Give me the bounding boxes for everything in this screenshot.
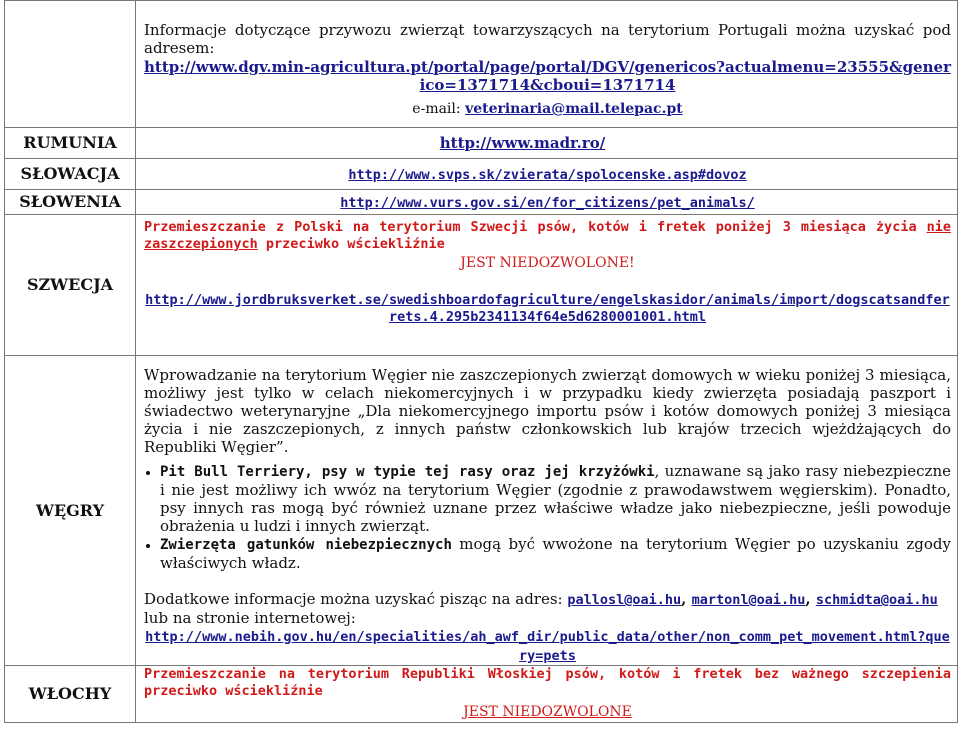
italy-forbidden: JEST NIEDOZWOLONE [463, 704, 632, 720]
hungary-contact-text: Dodatkowe informacje można uzyskać pisząc na adres: [144, 590, 568, 608]
hungary-bullet-2 [160, 535, 951, 572]
sweden-text1: Przemieszczanie z Polski na terytorium Szwecji psów, kotów i fretek poniżej 3 miesiąca życia [144, 219, 927, 235]
row-italy [5, 666, 958, 723]
hungary-bullet-1 [160, 462, 951, 535]
sweden-url[interactable]: http://www.jordbruksverket.se/swedishboardofagriculture/engelskasidor/animals/import/dogscatsandferrets.4.295b2341134f64e5d6280001001.html [145, 292, 950, 325]
sweden-forbidden: JEST NIEDOZWOLONE! [460, 255, 635, 271]
row-sweden [5, 215, 958, 356]
romania-url[interactable]: http://www.madr.ro/ [439, 134, 606, 152]
slovakia-url[interactable]: http://www.svps.sk/zvierata/spolocenske.asp#dovoz [348, 166, 747, 183]
hungary-bullets [144, 462, 951, 572]
country-hungary: WĘGRY [5, 356, 136, 666]
portugal-email[interactable]: veterinaria@mail.telepac.pt [465, 101, 683, 117]
sweden-text2: przeciwko wściekliźnie [257, 236, 445, 252]
hungary-intro: Wprowadzanie na terytorium Węgier nie zaszczepionych zwierząt domowych w wieku poniżej 3 miesiąca, możliwy jest tylko w celach niekomercyjnych i w przypadku kiedy zwierzęta posiadają paszport i świadectwo weterynaryjne „Dla niekomercyjnego importu psów i kotów domowych poniżej 3 miesiąca życia i nie zaszczepionych, z innych państw członkowskich lub krajów trzecich wjeżdżających do Republiki Węgier”. [144, 366, 951, 456]
hungary-bullet2-bold: Zwierzęta gatunków niebezpiecznych [160, 537, 452, 553]
row-slovenia [5, 190, 958, 215]
italy-content [136, 666, 958, 723]
hungary-email-1[interactable]: pallosl@oai.hu [567, 592, 682, 608]
country-romania: RUMUNIA [5, 128, 136, 159]
row-romania [5, 128, 958, 159]
portugal-email-label: e-mail: [412, 101, 461, 117]
sweden-text-underline: nie zaszczepionych [144, 219, 951, 252]
italy-text: Przemieszczanie na terytorium Republiki Włoskiej psów, kotów i fretek bez ważnego szczepienia przeciwko wściekliźnie [144, 666, 951, 699]
slovenia-url[interactable]: http://www.vurs.gov.si/en/for_citizens/pet_animals/ [340, 194, 755, 211]
row-portugal [5, 1, 958, 128]
row-hungary [5, 356, 958, 666]
hungary-url[interactable]: http://www.nebih.gov.hu/en/specialities/ah_awf_dir/public_data/other/non_comm_pet_movement.html?query=pets [145, 629, 950, 664]
country-italy: WŁOCHY [5, 666, 136, 723]
hungary-web-text: lub na stronie internetowej: [144, 609, 356, 627]
country-sweden: SZWECJA [5, 215, 136, 356]
country-portugal [5, 1, 136, 128]
hungary-bullet2-rest: mogą być wwożone na terytorium Węgier po uzyskaniu zgody właściwych władz. [160, 535, 951, 572]
portugal-info: Informacje dotyczące przywozu zwierząt towarzyszących na terytorium Portugali można uzyskać pod adresem: [144, 21, 951, 57]
hungary-content: Wprowadzanie na terytorium Węgier nie zaszczepionych zwierząt domowych w wieku poniżej 3 miesiąca, możliwy jest tylko w celach niekomercyjnych i w przypadku kiedy zwierzęta posiadają paszport i świadectwo weterynaryjne „Dla niekomercyjnego importu psów i kotów domowych poniżej 3 miesiąca życia i nie zaszczepionych, z innych państw członkowskich lub krajów trzecich wjeżdżających do Republiki Węgier”. • Pit Bull Terriery, psy w typie tej rasy oraz jej krzyżówki, uznawane są jako rasy niebezpieczne i nie jest możliwy ich wwóz na terytorium Węgier (zgodnie z prawodawstwem węgierskim). Ponadto, psy innych ras mogą być również uznane przez właściwe władze jako niebezpieczne, jeśli powoduje obrażenia u ludzi i innych zwierząt. • Zwierzęta gatunków niebezpiecznych mogą być wwożone na terytorium Węgier po uzyskaniu zgody właściwych władz. Dodatkowe informacje można uzyskać pisząc na adres: pallosl@oai.hu, martonl@oai.hu, schmidta@oai.hu lub na stronie internetowej: http://www.nebih.gov.hu/en/specialities/ah_awf_dir/public_data/other/non_comm_pet_movement.html?query=pets [136, 356, 958, 666]
hungary-email-2[interactable]: martonl@oai.hu [691, 592, 806, 608]
sweden-content [136, 215, 958, 356]
row-slovakia [5, 159, 958, 190]
hungary-bullet1-rest: , uznawane są jako rasy niebezpieczne i nie jest możliwy ich wwóz na terytorium Węgier (zgodnie z prawodawstwem węgierskim). Ponadto, psy innych ras mogą być również uznane przez właściwe władze jako niebezpieczne, jeśli powoduje obrażenia u ludzi i innych zwierząt. [160, 462, 951, 535]
country-slovenia: SŁOWENIA [5, 190, 136, 215]
portugal-content [136, 1, 958, 128]
country-slovakia: SŁOWACJA [5, 159, 136, 190]
portugal-url[interactable]: http://www.dgv.min-agricultura.pt/portal/page/portal/DGV/genericos?actualmenu=23555&generico=1371714&cboui=1371714 [144, 58, 951, 94]
hungary-email-3[interactable]: schmidta@oai.hu [815, 592, 938, 608]
country-table [4, 0, 958, 723]
hungary-bullet1-bold: Pit Bull Terriery, psy w typie tej rasy oraz jej krzyżówki [160, 464, 655, 480]
